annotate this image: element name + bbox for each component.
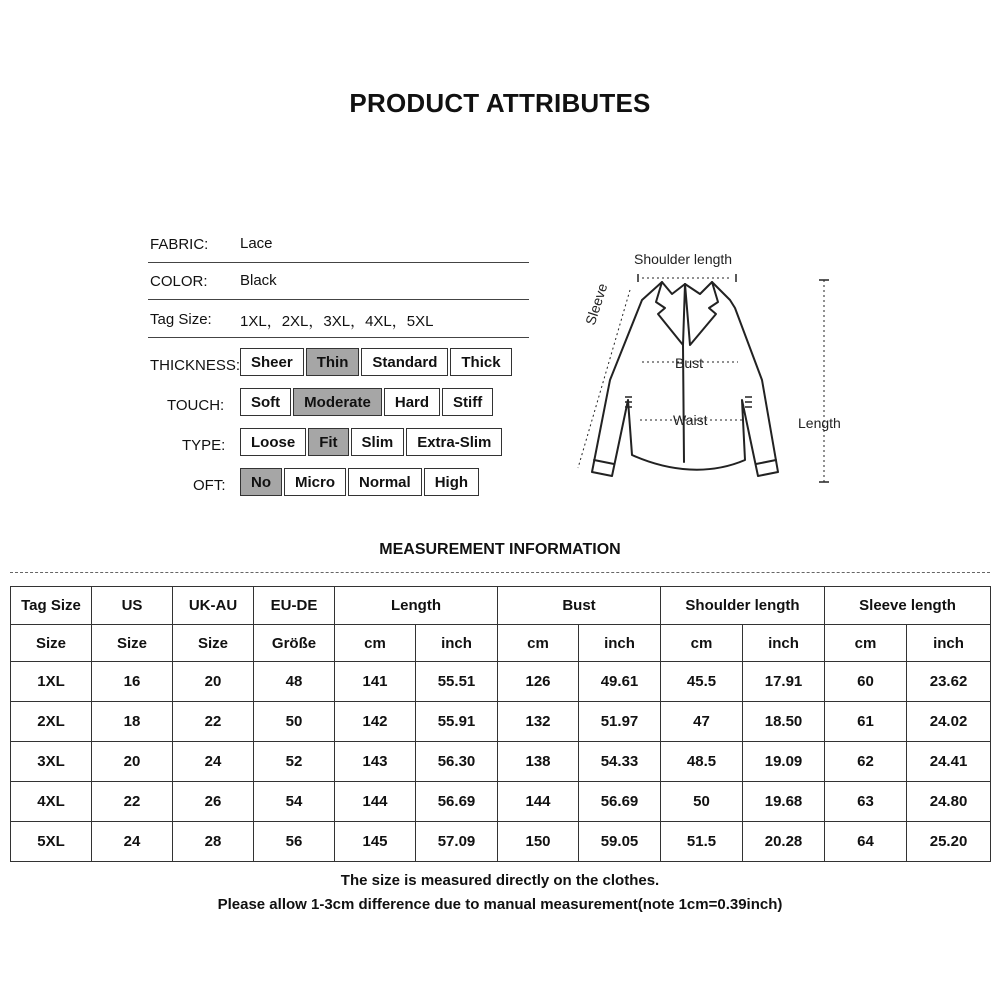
table-cell: 57.09 [416, 822, 498, 862]
touch-option-hard[interactable]: Hard [384, 388, 440, 416]
table-row [11, 822, 991, 862]
table-cell: 28 [173, 822, 254, 862]
length-label: Length [798, 415, 841, 431]
table-cell: 51.5 [661, 822, 743, 862]
table-cell: 18 [92, 702, 173, 742]
table-cell: 56 [254, 822, 335, 862]
column-header: Shoulder length [661, 587, 825, 625]
table-cell: 20.28 [743, 822, 825, 862]
table-subheader-row [11, 625, 991, 662]
table-cell: 18.50 [743, 702, 825, 742]
table-cell: 5XL [11, 822, 92, 862]
column-subheader: cm [498, 625, 579, 662]
table-cell: 63 [825, 782, 907, 822]
divider [148, 262, 529, 263]
oft-option-no[interactable]: No [240, 468, 282, 496]
thickness-label: THICKNESS: [150, 357, 241, 374]
bust-label: Bust [675, 355, 704, 371]
fabric-label: FABRIC: [150, 236, 209, 253]
table-cell: 54.33 [579, 742, 661, 782]
table-cell: 56.30 [416, 742, 498, 782]
shoulder-length-label: Shoulder length [634, 251, 733, 267]
table-row [11, 702, 991, 742]
table-cell: 20 [92, 742, 173, 782]
type-option-fit[interactable]: Fit [308, 428, 348, 456]
table-cell: 17.91 [743, 662, 825, 702]
table-cell: 48.5 [661, 742, 743, 782]
column-subheader: Size [92, 625, 173, 662]
column-subheader: inch [743, 625, 825, 662]
table-cell: 126 [498, 662, 579, 702]
column-subheader: Größe [254, 625, 335, 662]
table-cell: 24.41 [907, 742, 991, 782]
table-cell: 144 [335, 782, 416, 822]
divider [148, 337, 529, 338]
column-subheader: inch [907, 625, 991, 662]
touch-options [240, 388, 493, 416]
tag-size-label: Tag Size: [150, 311, 212, 328]
table-cell: 20 [173, 662, 254, 702]
column-subheader: cm [825, 625, 907, 662]
table-cell: 54 [254, 782, 335, 822]
table-cell: 45.5 [661, 662, 743, 702]
table-cell: 2XL [11, 702, 92, 742]
column-header: Bust [498, 587, 661, 625]
table-cell: 47 [661, 702, 743, 742]
column-header: UK-AU [173, 587, 254, 625]
table-cell: 145 [335, 822, 416, 862]
thickness-option-standard[interactable]: Standard [361, 348, 448, 376]
column-subheader: Size [11, 625, 92, 662]
tag-size-value: 1XL，2XL，3XL，4XL，5XL [240, 313, 434, 330]
touch-option-stiff[interactable]: Stiff [442, 388, 493, 416]
table-cell: 16 [92, 662, 173, 702]
table-cell: 22 [92, 782, 173, 822]
table-cell: 150 [498, 822, 579, 862]
table-row [11, 742, 991, 782]
thickness-option-thick[interactable]: Thick [450, 348, 511, 376]
table-cell: 56.69 [579, 782, 661, 822]
garment-diagram [570, 250, 860, 490]
thickness-options [240, 348, 512, 376]
column-subheader: cm [335, 625, 416, 662]
column-subheader: Size [173, 625, 254, 662]
table-cell: 144 [498, 782, 579, 822]
thickness-option-thin[interactable]: Thin [306, 348, 360, 376]
table-cell: 62 [825, 742, 907, 782]
table-cell: 55.91 [416, 702, 498, 742]
table-cell: 141 [335, 662, 416, 702]
column-header: US [92, 587, 173, 625]
table-cell: 24 [92, 822, 173, 862]
table-cell: 22 [173, 702, 254, 742]
table-cell: 142 [335, 702, 416, 742]
column-header: EU-DE [254, 587, 335, 625]
oft-option-high[interactable]: High [424, 468, 479, 496]
divider [148, 299, 529, 300]
table-cell: 50 [661, 782, 743, 822]
color-label: COLOR: [150, 273, 208, 290]
table-row [11, 662, 991, 702]
table-header-row [11, 587, 991, 625]
table-cell: 24 [173, 742, 254, 782]
type-option-slim[interactable]: Slim [351, 428, 405, 456]
type-label: TYPE: [182, 437, 226, 454]
oft-option-normal[interactable]: Normal [348, 468, 422, 496]
waist-label: Waist [673, 412, 708, 428]
table-cell: 64 [825, 822, 907, 862]
table-cell: 61 [825, 702, 907, 742]
oft-option-micro[interactable]: Micro [284, 468, 346, 496]
table-cell: 52 [254, 742, 335, 782]
table-cell: 1XL [11, 662, 92, 702]
oft-label: OFT: [193, 477, 226, 494]
table-cell: 60 [825, 662, 907, 702]
measurement-table [10, 586, 991, 862]
thickness-option-sheer[interactable]: Sheer [240, 348, 304, 376]
sleeve-label: Sleeve [582, 281, 611, 327]
table-cell: 132 [498, 702, 579, 742]
table-row [11, 782, 991, 822]
table-cell: 24.02 [907, 702, 991, 742]
table-cell: 55.51 [416, 662, 498, 702]
table-cell: 138 [498, 742, 579, 782]
touch-label: TOUCH: [167, 397, 225, 414]
table-cell: 59.05 [579, 822, 661, 862]
table-cell: 48 [254, 662, 335, 702]
table-cell: 4XL [11, 782, 92, 822]
column-subheader: inch [416, 625, 498, 662]
column-subheader: cm [661, 625, 743, 662]
type-option-loose[interactable]: Loose [240, 428, 306, 456]
fabric-value: Lace [240, 235, 273, 252]
table-cell: 50 [254, 702, 335, 742]
color-value: Black [240, 272, 277, 289]
table-cell: 25.20 [907, 822, 991, 862]
table-cell: 24.80 [907, 782, 991, 822]
oft-options [240, 468, 479, 496]
measurement-title: MEASUREMENT INFORMATION [379, 541, 621, 558]
table-cell: 23.62 [907, 662, 991, 702]
type-option-extra-slim[interactable]: Extra-Slim [406, 428, 502, 456]
page-title: PRODUCT ATTRIBUTES [349, 88, 651, 118]
type-options [240, 428, 502, 456]
dashed-divider [10, 572, 990, 573]
measurement-disclaimer: Please allow 1-3cm difference due to manual measurement(note 1cm=0.39inch) [217, 896, 783, 913]
table-cell: 49.61 [579, 662, 661, 702]
table-cell: 19.09 [743, 742, 825, 782]
table-cell: 19.68 [743, 782, 825, 822]
column-header: Length [335, 587, 498, 625]
measurement-note: The size is measured directly on the clothes. [340, 872, 660, 889]
table-cell: 3XL [11, 742, 92, 782]
table-cell: 56.69 [416, 782, 498, 822]
touch-option-moderate[interactable]: Moderate [293, 388, 382, 416]
table-cell: 143 [335, 742, 416, 782]
table-cell: 26 [173, 782, 254, 822]
column-header: Sleeve length [825, 587, 991, 625]
touch-option-soft[interactable]: Soft [240, 388, 291, 416]
column-subheader: inch [579, 625, 661, 662]
table-cell: 51.97 [579, 702, 661, 742]
column-header: Tag Size [11, 587, 92, 625]
